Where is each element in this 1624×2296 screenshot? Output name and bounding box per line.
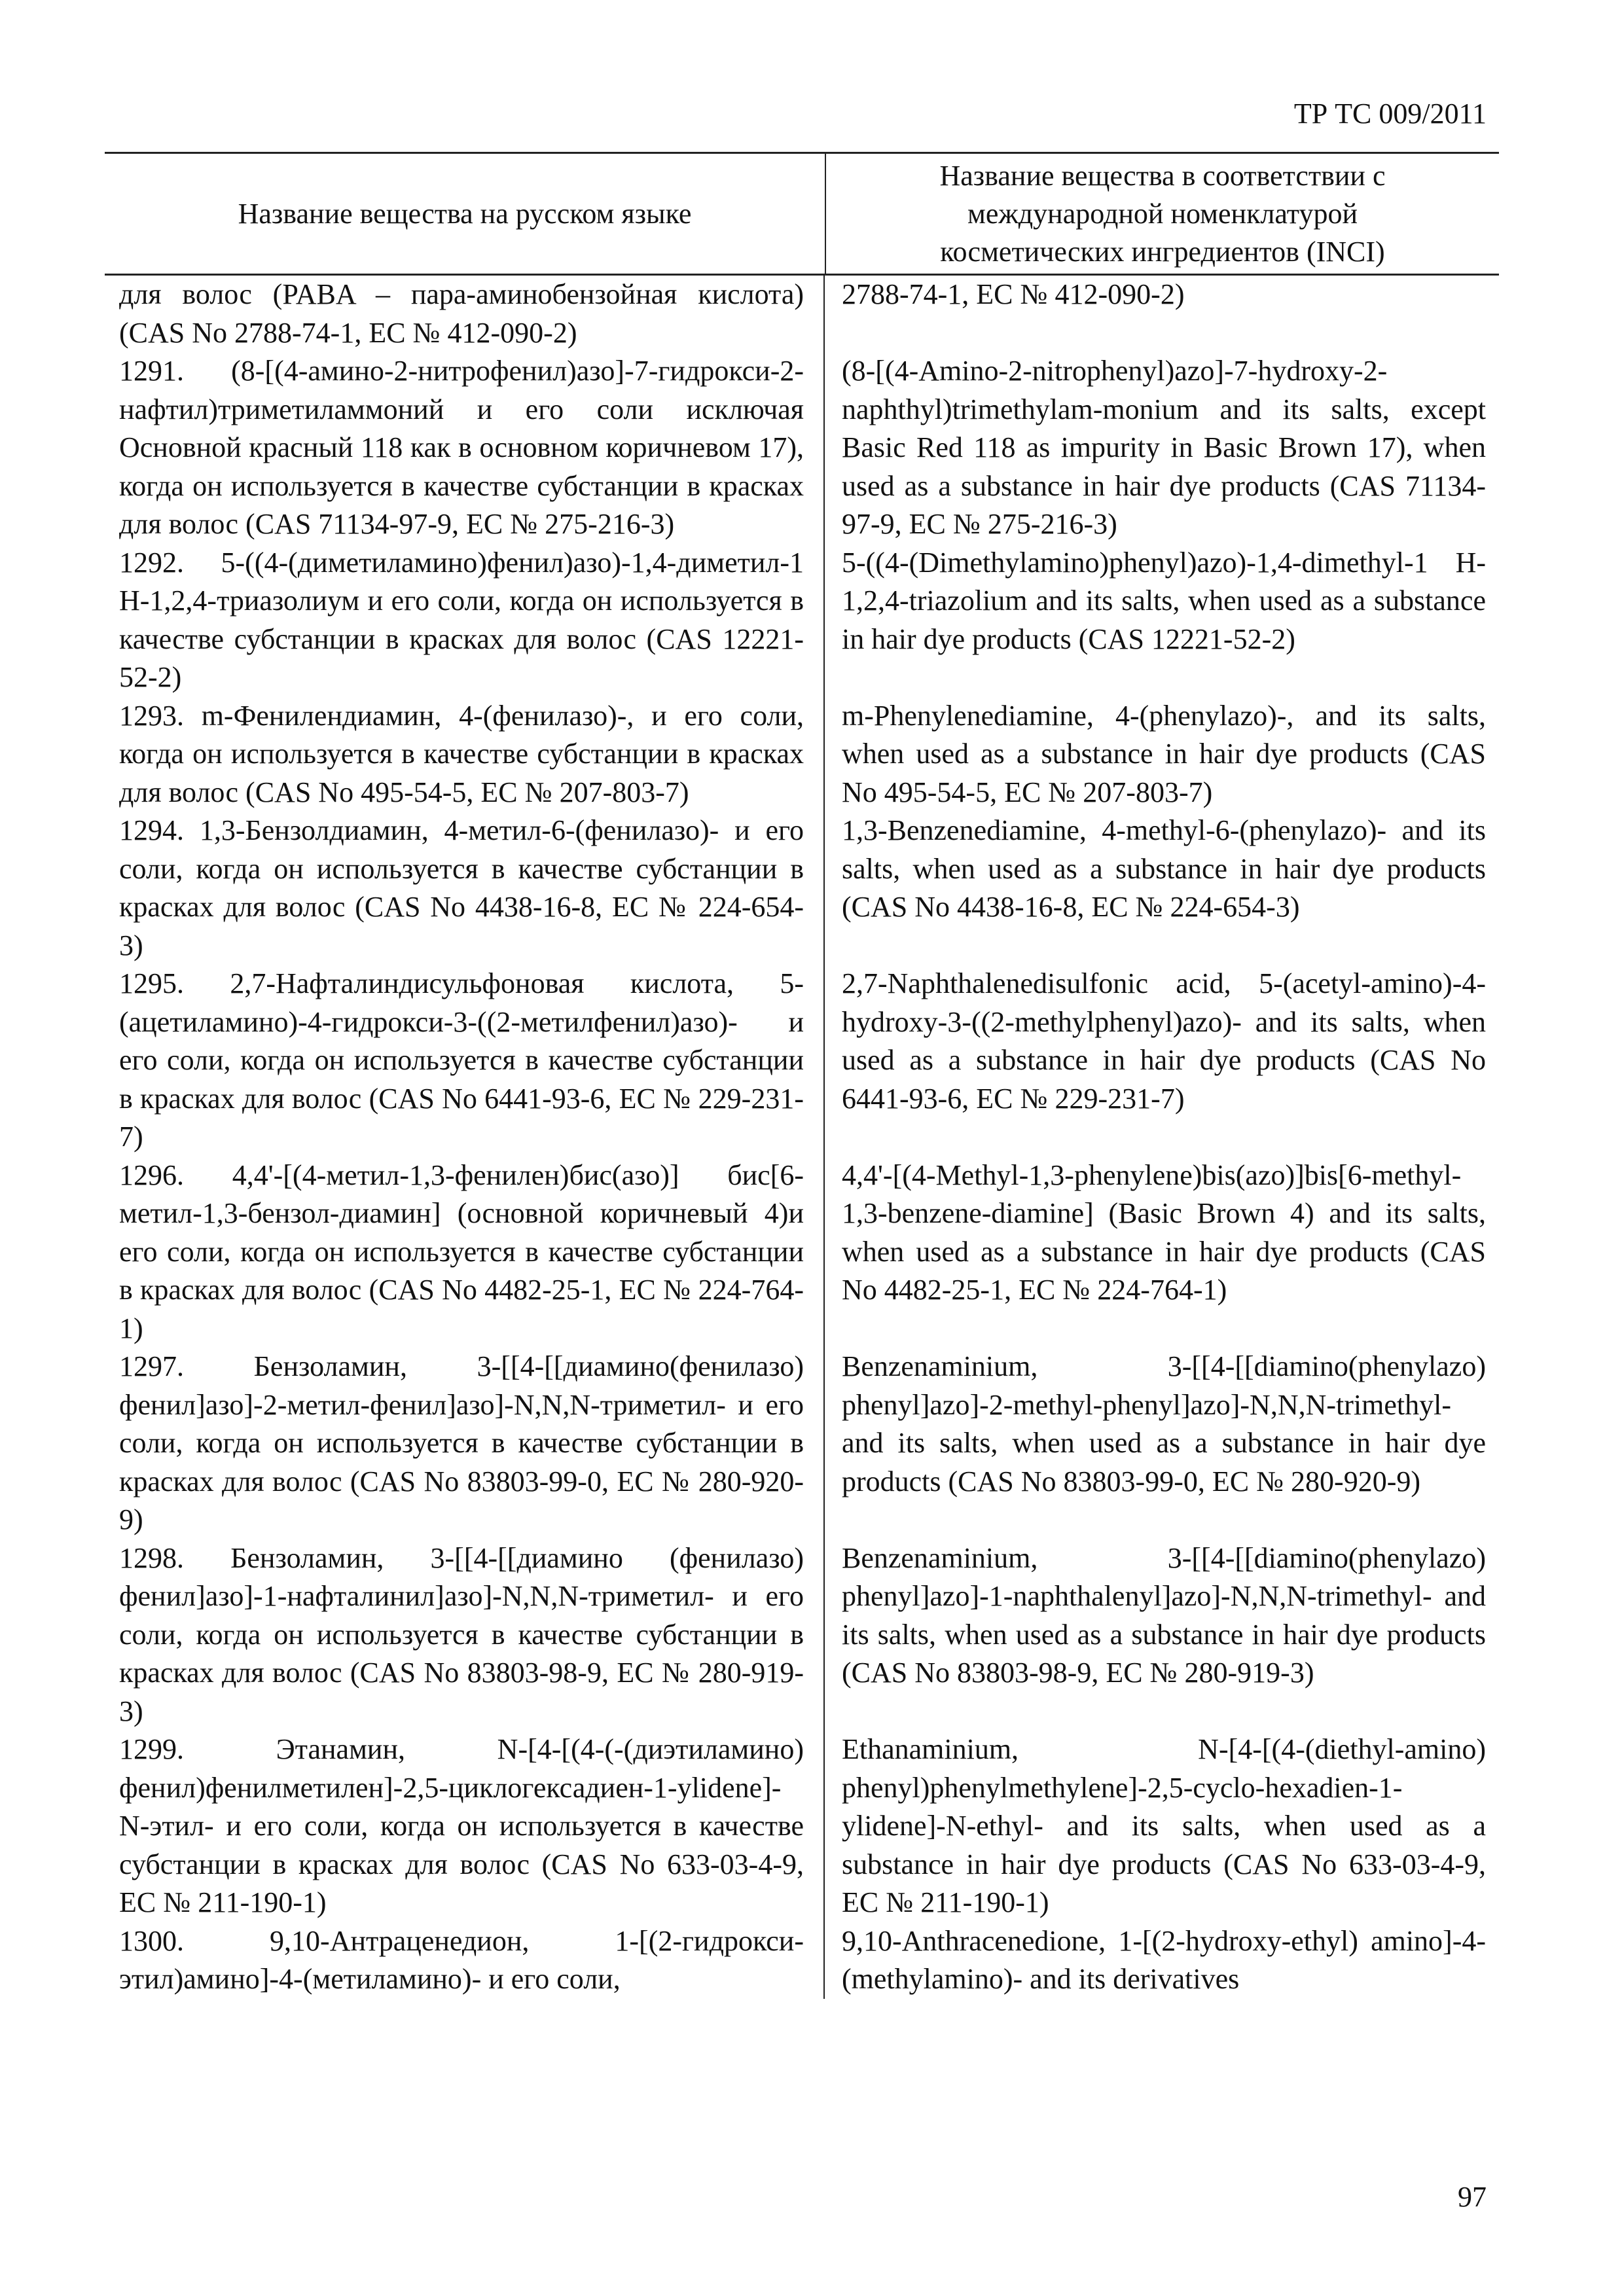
cell-russian-name: 1298. Бензоламин, 3-[[4-[[диамино (фенилазо) фенил]азо]-1-нафталинил]азо]-N,N,N-триметил- и его соли, когда он используется в качестве субстанции в красках для волос (CAS No 83803-98-9, EC № 280-919-3) [105, 1539, 825, 1731]
table-row [105, 1157, 1499, 1348]
table-row [105, 812, 1499, 965]
table-body [105, 276, 1499, 1999]
table-row [105, 1922, 1499, 1999]
header-inci-line: косметических ингредиентов (INCI) [940, 235, 1385, 268]
table-header [105, 152, 1499, 276]
substances-table [105, 152, 1499, 1999]
table-row [105, 352, 1499, 544]
cell-russian-name: 1296. 4,4'-[(4-метил-1,3-фенилен)бис(азо)] бис[6-метил-1,3-бензол-диамин] (основной коричневый 4)и его соли, когда он используется в качестве субстанции в красках для волос (CAS No 4482-25-1, EC № 224-764-1) [105, 1157, 825, 1348]
cell-russian-name: 1299. Этанамин, N-[4-[(4-(-(диэтиламино) фенил)фенилметилен]-2,5-циклогексадиен-1-ylidene]-N-этил- и его соли, когда он используется в качестве субстанции в красках для волос (CAS No 633-03-4-9, EC № 211-190-1) [105, 1731, 825, 1922]
page-number: 97 [1458, 2181, 1487, 2213]
cell-inci-name: Benzenaminium, 3-[[4-[[diamino(phenylazo) phenyl]azo]-2-methyl-phenyl]azo]-N,N,N-trimethyl- and its salts, when used as a substance in hair dye products (CAS No 83803-99-0, EC № 280-920-9) [842, 1350, 1486, 1498]
table-row [105, 1348, 1499, 1539]
cell-inci-name: 2788-74-1, EC № 412-090-2) [842, 278, 1185, 310]
cell-inci-name: (8-[(4-Amino-2-nitrophenyl)azo]-7-hydroxy-2-naphthyl)trimethylam-monium and its salts, except Basic Red 118 as impurity in Basic Brown 17), when used as a substance in hair dye products (CAS 71134-97-9, EC № 275-216-3) [842, 355, 1486, 540]
table-row [105, 276, 1499, 352]
cell-russian-name: 1294. 1,3-Бензолдиамин, 4-метил-6-(фенилазо)- и его соли, когда он используется в качестве субстанции в красках для волос (CAS No 4438-16-8, EC № 224-654-3) [105, 812, 825, 965]
header-russian-name: Название вещества на русском языке [105, 154, 826, 274]
cell-inci-name: 4,4'-[(4-Methyl-1,3-phenylene)bis(azo)]bis[6-methyl-1,3-benzene-diamine] (Basic Brown 4) and its salts, when used as a substance in hair dye products (CAS No 4482-25-1, EC № 224-764-1) [842, 1158, 1486, 1306]
table-row [105, 1539, 1499, 1731]
cell-inci-name: m-Phenylenediamine, 4-(phenylazo)-, and its salts, when used as a substance in hair dye products (CAS No 495-54-5, EC № 207-803-7) [842, 699, 1486, 808]
cell-inci-name: Ethanaminium, N-[4-[(4-(diethyl-amino) phenyl)phenylmethylene]-2,5-cyclo-hexadien-1-ylidene]-N-ethyl- and its salts, when used as a substance in hair dye products (CAS No 633-03-4-9, EC № 211-190-1) [842, 1733, 1486, 1918]
cell-inci-name: 2,7-Naphthalenedisulfonic acid, 5-(acetyl-amino)-4-hydroxy-3-((2-methylphenyl)azo)- and its salts, when used as a substance in hair dye products (CAS No 6441-93-6, EC № 229-231-7) [842, 967, 1486, 1115]
cell-russian-name: 1293. m-Фенилендиамин, 4-(фенилазо)-, и его соли, когда он используется в качестве субстанции в красках для волос (CAS No 495-54-5, EC № 207-803-7) [105, 697, 825, 812]
table-row [105, 544, 1499, 697]
cell-russian-name: 1291. (8-[(4-амино-2-нитрофенил)азо]-7-гидрокси-2-нафтил)триметиламмоний и его соли исключая Основной красный 118 как в основном коричневом 17), когда он используется в качестве субстанции в красках для волос (CAS 71134-97-9, EC № 275-216-3) [105, 352, 825, 544]
header-inci-line: международной номенклатурой [967, 197, 1358, 230]
cell-inci-name: 5-((4-(Dimethylamino)phenyl)azo)-1,4-dimethyl-1 H-1,2,4-triazolium and its salts, when used as a substance in hair dye products (CAS 12221-52-2) [842, 546, 1486, 655]
cell-russian-name: для волос (PABA – пара-аминобензойная кислота) (CAS No 2788-74-1, EC № 412-090-2) [105, 276, 825, 352]
cell-russian-name: 1300. 9,10-Антраценедион, 1-[(2-гидрокси-этил)амино]-4-(метиламино)- и его соли, [105, 1922, 825, 1999]
cell-inci-name: 1,3-Benzenediamine, 4-methyl-6-(phenylazo)- and its salts, when used as a substance in hair dye products (CAS No 4438-16-8, EC № 224-654-3) [842, 814, 1486, 923]
cell-russian-name: 1295. 2,7-Нафталиндисульфоновая кислота, 5-(ацетиламино)-4-гидрокси-3-((2-метилфенил)азо)- и его соли, когда он используется в качестве субстанции в красках для волос (CAS No 6441-93-6, EC № 229-231-7) [105, 965, 825, 1157]
table-row [105, 965, 1499, 1157]
header-inci-name [826, 154, 1499, 274]
document-code: ТР ТС 009/2011 [1293, 98, 1487, 130]
cell-inci-name: Benzenaminium, 3-[[4-[[diamino(phenylazo) phenyl]azo]-1-naphthalenyl]azo]-N,N,N-trimethyl- and its salts, when used as a substance in hair dye products (CAS No 83803-98-9, EC № 280-919-3) [842, 1541, 1486, 1689]
header-inci-line: Название вещества в соответствии с [939, 159, 1386, 192]
cell-russian-name: 1292. 5-((4-(диметиламино)фенил)азо)-1,4-диметил-1 H-1,2,4-триазолиум и его соли, когда он используется в качестве субстанции в красках для волос (CAS 12221-52-2) [105, 544, 825, 697]
table-row [105, 1731, 1499, 1922]
cell-russian-name: 1297. Бензоламин, 3-[[4-[[диамино(фенилазо) фенил]азо]-2-метил-фенил]азо]-N,N,N-триметил- и его соли, когда он используется в качестве субстанции в красках для волос (CAS No 83803-99-0, EC № 280-920-9) [105, 1348, 825, 1539]
table-row [105, 697, 1499, 812]
cell-inci-name: 9,10-Anthracenedione, 1-[(2-hydroxy-ethyl) amino]-4-(methylamino)- and its derivatives [842, 1924, 1486, 1995]
